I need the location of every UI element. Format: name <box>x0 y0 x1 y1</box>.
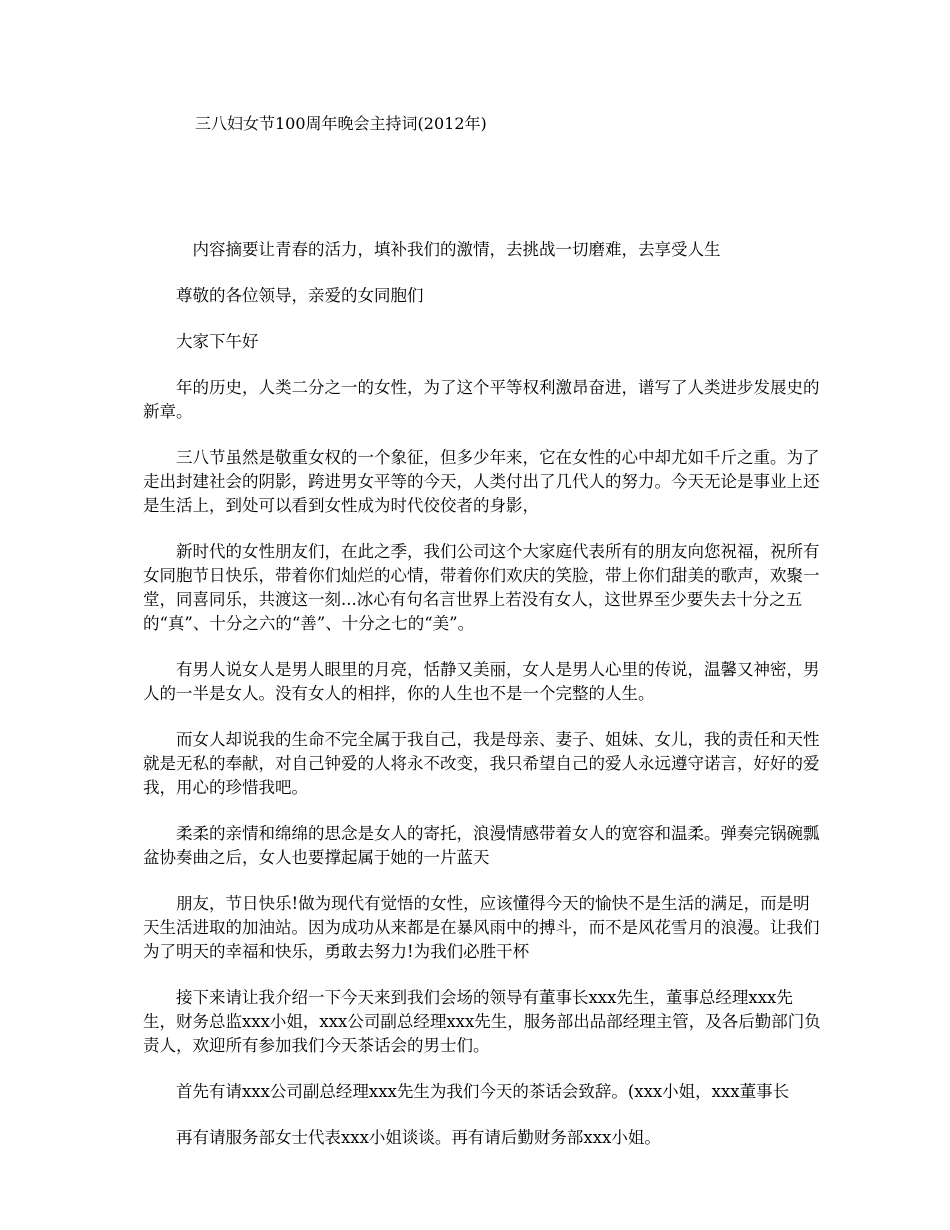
body-paragraph: 首先有请xxx公司副总经理xxx先生为我们今天的茶话会致辞。(xxx小姐，xxx董事长 <box>176 1082 790 1101</box>
body-paragraph: 新时代的女性朋友们，在此之季，我们公司这个大家庭代表所有的朋友向您祝福，祝所有女同胞节日快乐，带着你们灿烂的心情，带着你们欢庆的笑脸，带上你们甜美的歌声，欢聚一堂，同喜同乐，共渡这一刻...冰心有句名言世界上若没有女人，这世界至少要失去十分之五的“真”、十分之六的“善”、十分之七的“美”。 <box>143 542 820 633</box>
body-paragraph: 而女人却说我的生命不完全属于我自己，我是母亲、妻子、姐妹、女儿，我的责任和天性就是无私的奉献，对自己钟爱的人将永不改变，我只希望自己的爱人永远遵守诺言，好好的爱我，用心的珍惜我吧。 <box>143 730 820 797</box>
body-paragraph: 三八节虽然是敬重女权的一个象征，但多少年来，它在女性的心中却尤如千斤之重。为了走出封建社会的阴影，跨进男女平等的今天，人类付出了几代人的努力。今天无论是事业上还是生活上，到处可以看到女性成为时代佼佼者的身影， <box>143 448 820 515</box>
body-paragraph: 年的历史，人类二分之一的女性，为了这个平等权利激昂奋进，谱写了人类进步发展史的新章。 <box>143 378 820 421</box>
document-body <box>143 238 823 1172</box>
body-paragraph: 柔柔的亲情和绵绵的思念是女人的寄托，浪漫情感带着女人的宽容和温柔。弹奏完锅碗瓢盆协奏曲之后，女人也要撑起属于她的一片蓝天 <box>143 824 820 867</box>
body-paragraph: 朋友，节日快乐!做为现代有觉悟的女性，应该懂得今天的愉快不是生活的满足，而是明天生活进取的加油站。因为成功从来都是在暴风雨中的搏斗，而不是风花雪月的浪漫。让我们为了明天的幸福和快乐，勇敢去努力!为我们必胜干杯 <box>143 894 820 961</box>
greeting-paragraph: 大家下午好 <box>176 332 259 351</box>
body-paragraph: 再有请服务部女士代表xxx小姐谈谈。再有请后勤财务部xxx小姐。 <box>176 1128 661 1147</box>
greeting-paragraph: 尊敬的各位领导，亲爱的女同胞们 <box>176 286 424 305</box>
abstract-paragraph: 内容摘要让青春的活力，填补我们的激情，去挑战一切磨难，去享受人生 <box>192 240 721 259</box>
document-title: 三八妇女节100周年晚会主持词(2012年) <box>195 114 487 133</box>
body-paragraph: 有男人说女人是男人眼里的月亮，恬静又美丽，女人是男人心里的传说，温馨又神密，男人的一半是女人。没有女人的相拌，你的人生也不是一个完整的人生。 <box>143 660 820 703</box>
body-paragraph: 接下来请让我介绍一下今天来到我们会场的领导有董事长xxx先生，董事总经理xxx先生，财务总监xxx小姐，xxx公司副总经理xxx先生，服务部出品部经理主管，及各后勤部门负责人，欢迎所有参加我们今天茶话会的男士们。 <box>143 988 821 1055</box>
